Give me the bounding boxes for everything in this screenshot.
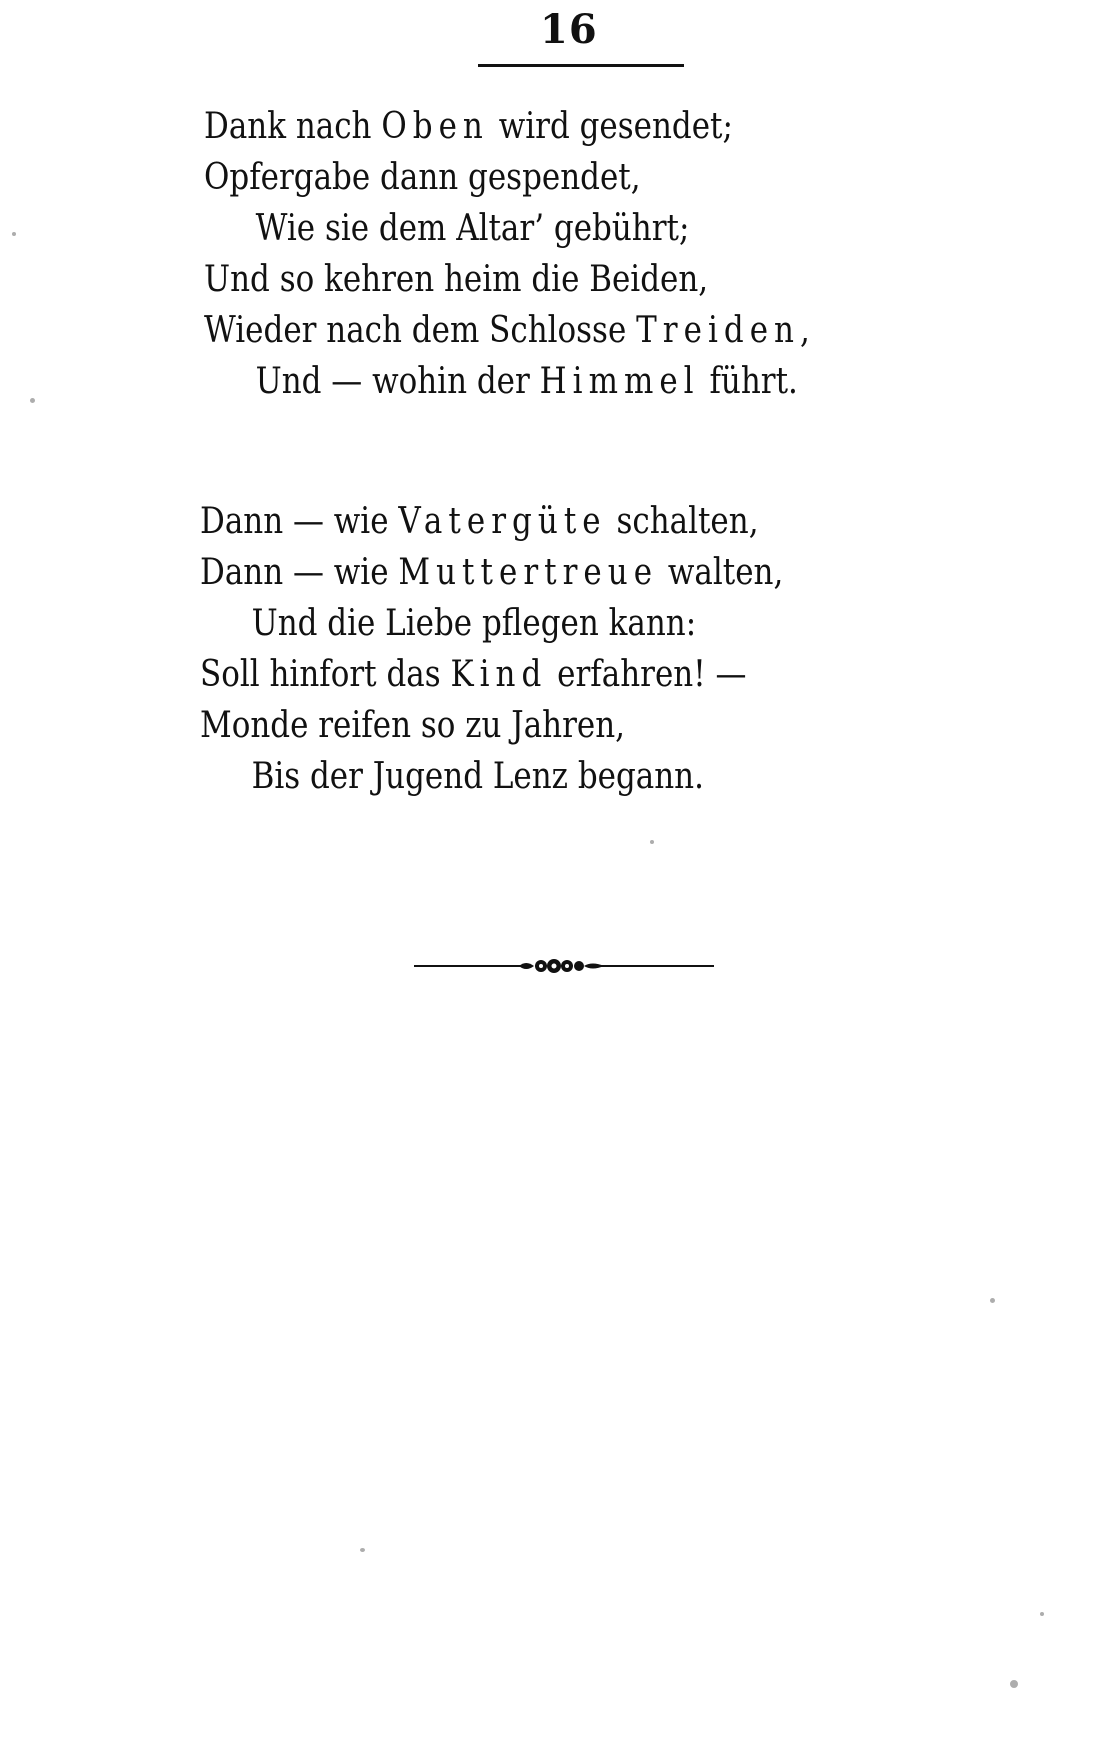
spaced-word: Muttertreue [398,552,659,593]
poem-line [200,547,783,598]
poem-line [204,152,810,203]
line-text: Dank nach [204,106,382,147]
line-text: Wie sie dem Altar’ gebührt; [255,208,690,249]
line-text: Und die Liebe pflegen kann: [251,603,697,644]
header-rule [478,64,684,67]
spaced-word: Kind [450,654,548,695]
paper-speck [360,1548,365,1552]
stanza-1 [204,101,810,407]
poem-line [204,254,810,305]
poem-line [204,203,810,254]
poem-line [200,496,783,547]
poem-line [200,751,783,802]
line-text: , [800,310,810,351]
paper-speck [1010,1680,1018,1688]
line-text: führt. [699,361,798,402]
rule-ornament-icon [414,954,714,978]
poem-line [204,305,810,356]
spaced-word: Oben [381,106,489,147]
poem-line [204,356,810,407]
line-text: schalten, [606,501,759,542]
line-text: Wieder nach dem Schlosse [204,310,637,351]
paper-speck [12,232,16,236]
line-text: Soll hinfort das [200,654,451,695]
poem-line [200,598,783,649]
line-text: wird gesendet; [488,106,733,147]
line-text: Monde reifen so zu Jahren, [200,705,626,746]
spaced-word: Treiden [636,310,801,351]
stanza-2 [200,496,783,802]
line-text: walten, [658,552,784,593]
paper-speck [30,398,35,403]
page-number: 16 [540,6,598,53]
spaced-word: Himmel [539,361,700,402]
spaced-word: Vatergüte [398,501,607,542]
line-text: Bis der Jugend Lenz begann. [251,756,704,797]
paper-speck [650,840,654,844]
line-text: Und so kehren heim die Beiden, [204,259,709,300]
line-text: Dann — wie [200,501,399,542]
poem-line [204,101,810,152]
poem-line [200,649,783,700]
paper-speck [1040,1612,1044,1616]
line-text: Opfergabe dann gespendet, [204,157,641,198]
poem-line [200,700,783,751]
line-text: Dann — wie [200,552,399,593]
line-text: erfahren! — [547,654,747,695]
line-text: Und — wohin der [255,361,540,402]
paper-speck [990,1298,995,1303]
